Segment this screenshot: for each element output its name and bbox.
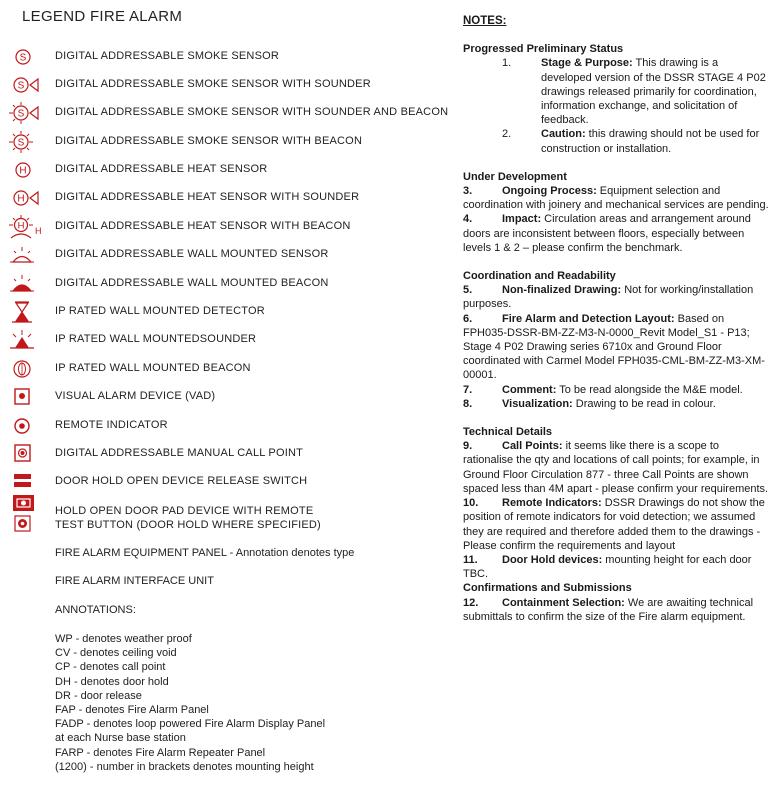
legend-item-label: DIGITAL ADDRESSABLE SMOKE SENSOR WITH BEACON	[55, 135, 363, 147]
door-pad-device-icon	[6, 494, 40, 538]
note-text: DSSR Drawings do not show the position of remote indicators for void detection; we assumed they are required and therefore added them to the drawings - Please confirm the requirements and layout	[463, 497, 765, 552]
note-item	[463, 596, 769, 624]
note-item	[463, 383, 769, 397]
legend-item-label: DIGITAL ADDRESSABLE SMOKE SENSOR WITH SOUNDER AND BEACON	[55, 106, 449, 118]
symbol-letter: S	[17, 137, 25, 149]
annotation-line: DR - door release	[55, 689, 142, 702]
legend-item-label: DIGITAL ADDRESSABLE HEAT SENSOR WITH BEACON	[55, 220, 351, 232]
legend-item-label: DIGITAL ADDRESSABLE WALL MOUNTED SENSOR	[55, 248, 329, 260]
symbol-letter: H	[35, 226, 42, 236]
note-text: mounting height for each door TBC.	[463, 553, 752, 581]
smoke-sensor-sounder-icon	[6, 73, 40, 97]
note-number: 2.	[502, 128, 512, 141]
note-heading: Stage & Purpose:	[541, 57, 633, 70]
note-item	[463, 553, 769, 581]
note-text: Equipment selection and coordination with joinery and mechanical services are pending.	[463, 185, 769, 212]
note-text: Based on FPH035-DSSR-BM-ZZ-M3-N-0000_Revit Model_S1 - P13; Stage 4 P02 Drawing series 6710x and Ground Floor coordinated with Carmel Model FPH035-CML-BM-ZZ-M3-XM-00001.	[463, 312, 765, 382]
legend-item-remote-indicator	[0, 414, 440, 438]
heat-sensor-icon	[6, 158, 40, 182]
note-text: Circulation areas and arrangement around doors are inconsistent between floors, especially between levels 1 & 2 – please confirm the benchmark.	[463, 213, 751, 254]
note-number: 12.	[463, 596, 479, 609]
door-pad-label-line1: HOLD OPEN DOOR PAD DEVICE WITH REMOTE	[55, 505, 314, 517]
legend-item-label: DIGITAL ADDRESSABLE SMOKE SENSOR WITH SOUNDER	[55, 78, 371, 90]
symbol-letter: H	[19, 165, 27, 177]
note-number: 4.	[463, 213, 473, 226]
section-title: Under Development	[463, 170, 567, 183]
legend-item-door-pad	[0, 494, 440, 538]
door-hold-switch-icon	[6, 470, 40, 494]
note-text: This drawing is a developed version of the DSSR STAGE 4 P02 drawings released primarily for coordination, information exchange, and solicitation of feedback.	[541, 57, 766, 127]
legend-item-label: VISUAL ALARM DEVICE (VAD)	[55, 390, 216, 402]
note-text: Not for working/installation purposes.	[463, 284, 754, 311]
legend-item-label: IP RATED WALL MOUNTED DETECTOR	[55, 305, 265, 317]
legend-item-label: DIGITAL ADDRESSABLE HEAT SENSOR	[55, 163, 268, 175]
note-item	[463, 184, 769, 212]
note-heading: Non-finalized Drawing:	[502, 284, 622, 297]
note-heading: Ongoing Process:	[502, 185, 597, 198]
ip-wall-sounder-icon	[6, 328, 40, 352]
wall-mounted-sensor-icon	[6, 243, 40, 267]
symbol-letter: S	[17, 108, 25, 120]
note-number: 6.	[463, 312, 473, 325]
door-pad-label-line2: TEST BUTTON (DOOR HOLD WHERE SPECIFIED)	[55, 519, 321, 531]
note-number: 9.	[463, 440, 473, 453]
annotations-list	[55, 632, 325, 774]
note-item	[463, 397, 769, 411]
legend-item-heat-sensor-beacon	[0, 215, 440, 239]
note-number: 7.	[463, 383, 473, 396]
note-heading: Remote Indicators:	[502, 497, 602, 510]
note-number: 1.	[502, 57, 512, 70]
section-title: Technical Details	[463, 426, 553, 439]
note-heading: Impact:	[502, 213, 542, 226]
note-text: this drawing should not be used for construction or installation.	[541, 128, 760, 155]
visual-alarm-device-icon	[6, 385, 40, 409]
note-item	[463, 439, 769, 496]
heat-sensor-beacon-icon	[6, 215, 40, 239]
legend-item-label: REMOTE INDICATOR	[55, 419, 168, 431]
note-item	[463, 283, 769, 311]
section-title: Progressed Preliminary Status	[463, 43, 624, 56]
note-text: To be read alongside the M&E model.	[556, 383, 743, 396]
legend-item-heat-sensor-sounder	[0, 186, 440, 210]
note-heading: Visualization:	[502, 397, 573, 410]
ip-wall-detector-icon	[6, 300, 40, 324]
note-number: 3.	[463, 185, 473, 198]
legend-item-manual-call-point	[0, 442, 440, 466]
legend-item-ip-wall-beacon	[0, 357, 440, 381]
legend-item-label: DOOR HOLD OPEN DEVICE RELEASE SWITCH	[55, 475, 308, 487]
symbol-letter: S	[17, 80, 25, 92]
wall-mounted-beacon-icon	[6, 272, 40, 296]
note-item	[502, 56, 769, 127]
remote-indicator-icon	[6, 414, 40, 438]
note-text: We are awaiting technical submittals to confirm the size of the Fire alarm equipment.	[463, 596, 754, 623]
smoke-sensor-icon	[6, 45, 40, 69]
note-number: 5.	[463, 284, 473, 297]
numbered-list	[502, 56, 769, 155]
legend-item-label: DIGITAL ADDRESSABLE MANUAL CALL POINT	[55, 447, 304, 459]
legend-item-label: DIGITAL ADDRESSABLE HEAT SENSOR WITH SOUNDER	[55, 191, 360, 203]
symbol-letter: H	[17, 193, 25, 205]
legend-item-label: IP RATED WALL MOUNTEDSOUNDER	[55, 333, 257, 345]
legend-item-smoke-sensor	[0, 45, 440, 69]
note-heading: Call Points:	[502, 440, 563, 453]
legend-item-wall-mounted-sensor	[0, 243, 440, 267]
legend-item-ip-wall-sounder	[0, 328, 440, 352]
manual-call-point-icon	[6, 442, 40, 466]
heat-sensor-sounder-icon	[6, 186, 40, 210]
fire-alarm-panel-label: FIRE ALARM EQUIPMENT PANEL - Annotation denotes type	[55, 547, 355, 559]
note-heading: Door Hold devices:	[502, 553, 603, 566]
note-heading: Fire Alarm and Detection Layout:	[502, 312, 675, 325]
symbol-letter: S	[19, 52, 27, 64]
annotation-line: CP - denotes call point	[55, 661, 166, 674]
smoke-sensor-sounder-beacon-icon	[6, 101, 40, 125]
ip-wall-beacon-icon	[6, 357, 40, 381]
legend-item-label: DIGITAL ADDRESSABLE SMOKE SENSOR	[55, 50, 280, 62]
annotation-line: (1200) - number in brackets denotes mounting height	[55, 760, 314, 773]
annotation-line: DH - denotes door hold	[55, 675, 169, 688]
annotation-line: WP - denotes weather proof	[55, 633, 192, 645]
symbol-letter: H	[17, 220, 25, 232]
legend-item-smoke-sensor-sounder-beacon	[0, 101, 449, 125]
note-item	[502, 127, 769, 155]
legend-item-label: IP RATED WALL MOUNTED BEACON	[55, 362, 251, 374]
notes-panel	[463, 14, 769, 624]
note-heading: Caution:	[541, 128, 586, 141]
annotation-line: FARP - denotes Fire Alarm Repeater Panel	[55, 746, 266, 759]
annotation-line: CV - denotes ceiling void	[55, 647, 177, 660]
note-text: it seems like there is a scope to rationalise the qty and locations of call points; for example, in Ground Floor Circulation 877 - three Call Points are shown spaced less than 4M apart - please confirm your requirements.	[463, 440, 769, 495]
note-item	[463, 496, 769, 553]
note-item	[463, 212, 769, 255]
legend-item-smoke-sensor-sounder	[0, 73, 440, 97]
note-heading: Containment Selection:	[502, 596, 625, 609]
fire-alarm-interface-label: FIRE ALARM INTERFACE UNIT	[55, 575, 214, 587]
annotation-line: FAP - denotes Fire Alarm Panel	[55, 704, 209, 717]
legend-item-smoke-sensor-beacon	[0, 130, 440, 154]
legend-item-heat-sensor	[0, 158, 440, 182]
legend-item-vad	[0, 385, 440, 409]
smoke-sensor-beacon-icon	[6, 130, 40, 154]
section-title: Confirmations and Submissions	[463, 582, 632, 595]
note-heading: Comment:	[502, 383, 557, 396]
notes-title: NOTES:	[463, 15, 507, 27]
legend-item-door-hold-switch	[0, 470, 440, 494]
legend-item-ip-wall-detector	[0, 300, 440, 324]
legend-title: LEGEND FIRE ALARM	[22, 8, 183, 25]
annotation-line: at each Nurse base station	[55, 732, 186, 745]
annotation-line: FADP - denotes loop powered Fire Alarm Display Panel	[55, 718, 326, 731]
annotations-title: ANNOTATIONS:	[55, 604, 136, 616]
note-number: 10.	[463, 497, 479, 510]
legend-item-label: DIGITAL ADDRESSABLE WALL MOUNTED BEACON	[55, 277, 329, 289]
note-text: Drawing to be read in colour.	[572, 397, 716, 410]
note-item	[463, 312, 769, 383]
legend-item-wall-mounted-beacon	[0, 272, 440, 296]
note-number: 8.	[463, 397, 473, 410]
section-title: Coordination and Readability	[463, 270, 616, 283]
note-number: 11.	[463, 553, 478, 566]
